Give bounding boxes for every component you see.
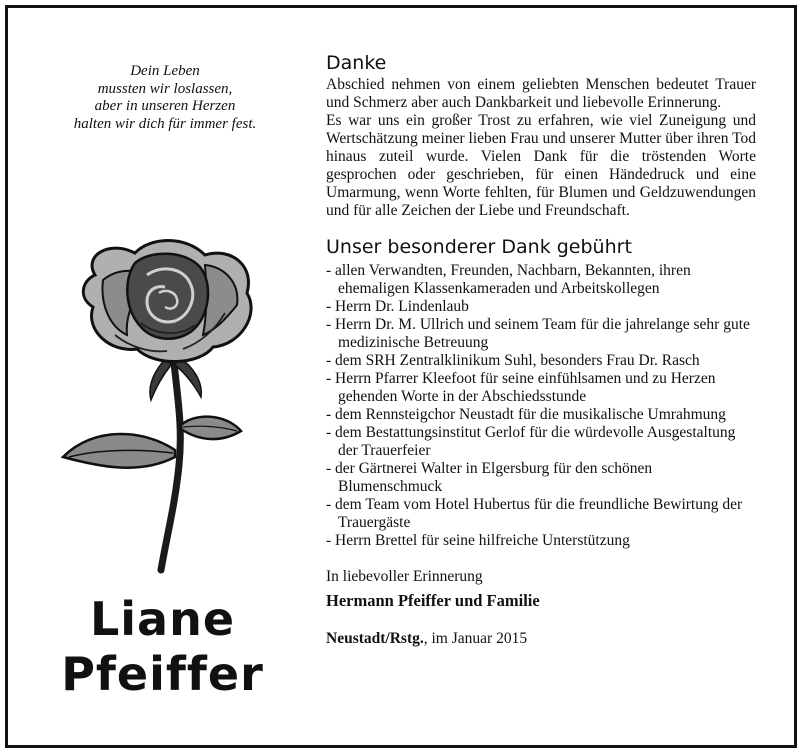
list-item: - dem Bestattungsinstitut Gerlof für die würdevolle Ausgestaltung der Trauerfeier	[326, 424, 736, 459]
rose-center	[127, 254, 208, 339]
family-signature: Hermann Pfeiffer und Familie	[326, 591, 540, 610]
poem-line: Dein Leben	[130, 63, 200, 79]
closing-line: In liebevoller Erinnerung	[326, 568, 483, 585]
list-item: - dem Team vom Hotel Hubertus für die freundliche Bewirtung der Trauergäste	[326, 496, 743, 531]
poem-line: halten wir dich für immer fest.	[73, 115, 257, 132]
list-item: - dem SRH Zentralklinikum Suhl, besonders Frau Dr. Rasch	[326, 352, 700, 369]
rose-leaf-right	[181, 417, 241, 439]
list-item: - Herrn Dr. M. Ullrich und seinem Team für die jahrelange sehr gute medizinische Betreuung	[326, 316, 750, 351]
poem-line: mussten wir loslassen,	[97, 80, 233, 97]
list-item: - Herrn Pfarrer Kleefoot für seine einfühlsamen und zu Herzen gehenden Worte in der Abschiedsstunde	[326, 370, 716, 405]
place-date	[326, 630, 756, 648]
thanks-heading: Danke	[326, 52, 387, 74]
list-item: - Herrn Dr. Lindenlaub	[326, 298, 469, 315]
special-thanks-list	[326, 262, 756, 550]
thanks-paragraph: Es war uns ein großer Trost zu erfahren, wie viel Zuneigung und Wertschätzung meiner lieben Frau und unserer Mutter über ihren Tod hinaus zuteil wurde. Vielen Dank für die tröstenden Worte gesprochen oder geschrieben, für einen Händedruck und eine Umarmung, wenn Worte fehlten, für Blumen und Geldzuwendungen und für alle Zeichen der Liebe und Freundschaft.	[326, 112, 756, 219]
poem-line: aber in unseren Herzen	[94, 98, 236, 114]
thanks-column	[326, 52, 756, 648]
deceased-first-name: Liane	[89, 592, 236, 646]
list-item: - der Gärtnerei Walter in Elgersburg für den schönen Blumenschmuck	[326, 460, 653, 495]
special-thanks-heading: Unser besonderer Dank gebührt	[326, 236, 632, 258]
poem	[40, 63, 290, 133]
rose-illustration	[55, 235, 255, 575]
place: Neustadt/Rstg.	[326, 630, 424, 647]
list-item: - allen Verwandten, Freunden, Nachbarn, Bekannten, ihren ehemaligen Klassenkameraden und Arbeitskollegen	[326, 262, 691, 297]
date: , im Januar 2015	[423, 630, 528, 647]
deceased-last-name: Pfeiffer	[61, 647, 264, 701]
list-item: - Herrn Brettel für seine hilfreiche Unterstützung	[326, 532, 630, 549]
list-item: - dem Rennsteigchor Neustadt für die musikalische Umrahmung	[326, 406, 726, 423]
thanks-paragraph: Abschied nehmen von einem geliebten Menschen bedeutet Trauer und Schmerz aber auch Dankbarkeit und liebevolle Erinnerung.	[326, 76, 756, 111]
